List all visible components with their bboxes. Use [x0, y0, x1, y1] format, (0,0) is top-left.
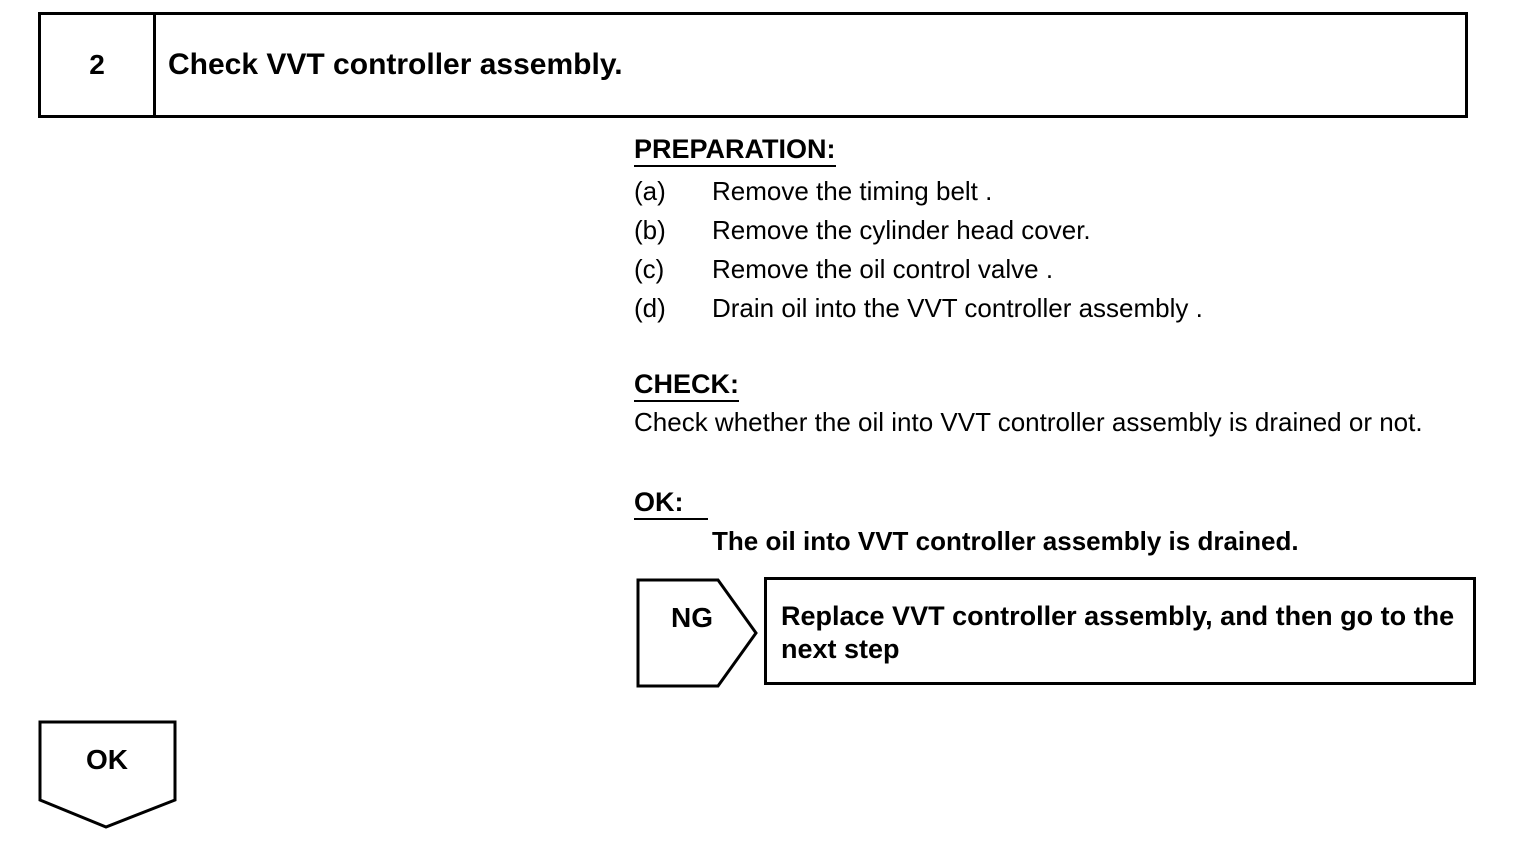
item-letter: (b) [634, 215, 666, 245]
list-item [634, 172, 1203, 211]
item-text: Remove the timing belt . [712, 176, 993, 206]
step-title: Check VVT controller assembly. [168, 48, 623, 81]
item-text: Remove the oil control valve . [712, 254, 1054, 284]
preparation-list [634, 172, 1203, 328]
ok-heading: OK: [634, 487, 708, 520]
check-heading: CHECK: [634, 369, 739, 402]
item-letter: (a) [634, 176, 666, 206]
preparation-heading: PREPARATION: [634, 134, 836, 167]
ng-label: NG [671, 602, 713, 633]
item-text: Remove the cylinder head cover. [712, 215, 1091, 245]
item-text: Drain oil into the VVT controller assembly . [712, 293, 1203, 323]
list-item [634, 250, 1203, 289]
step-header [38, 12, 1468, 118]
item-letter: (d) [634, 293, 666, 323]
list-item [634, 289, 1203, 328]
ok-spec-text: The oil into VVT controller assembly is drained. [712, 526, 1299, 556]
step-number: 2 [41, 15, 156, 115]
item-letter: (c) [634, 254, 665, 284]
check-text: Check whether the oil into VVT controller assembly is drained or not. [634, 407, 1423, 437]
ok-label: OK [86, 744, 128, 775]
list-item [634, 211, 1203, 250]
ng-action-box: Replace VVT controller assembly, and then go to the next step [764, 577, 1476, 685]
